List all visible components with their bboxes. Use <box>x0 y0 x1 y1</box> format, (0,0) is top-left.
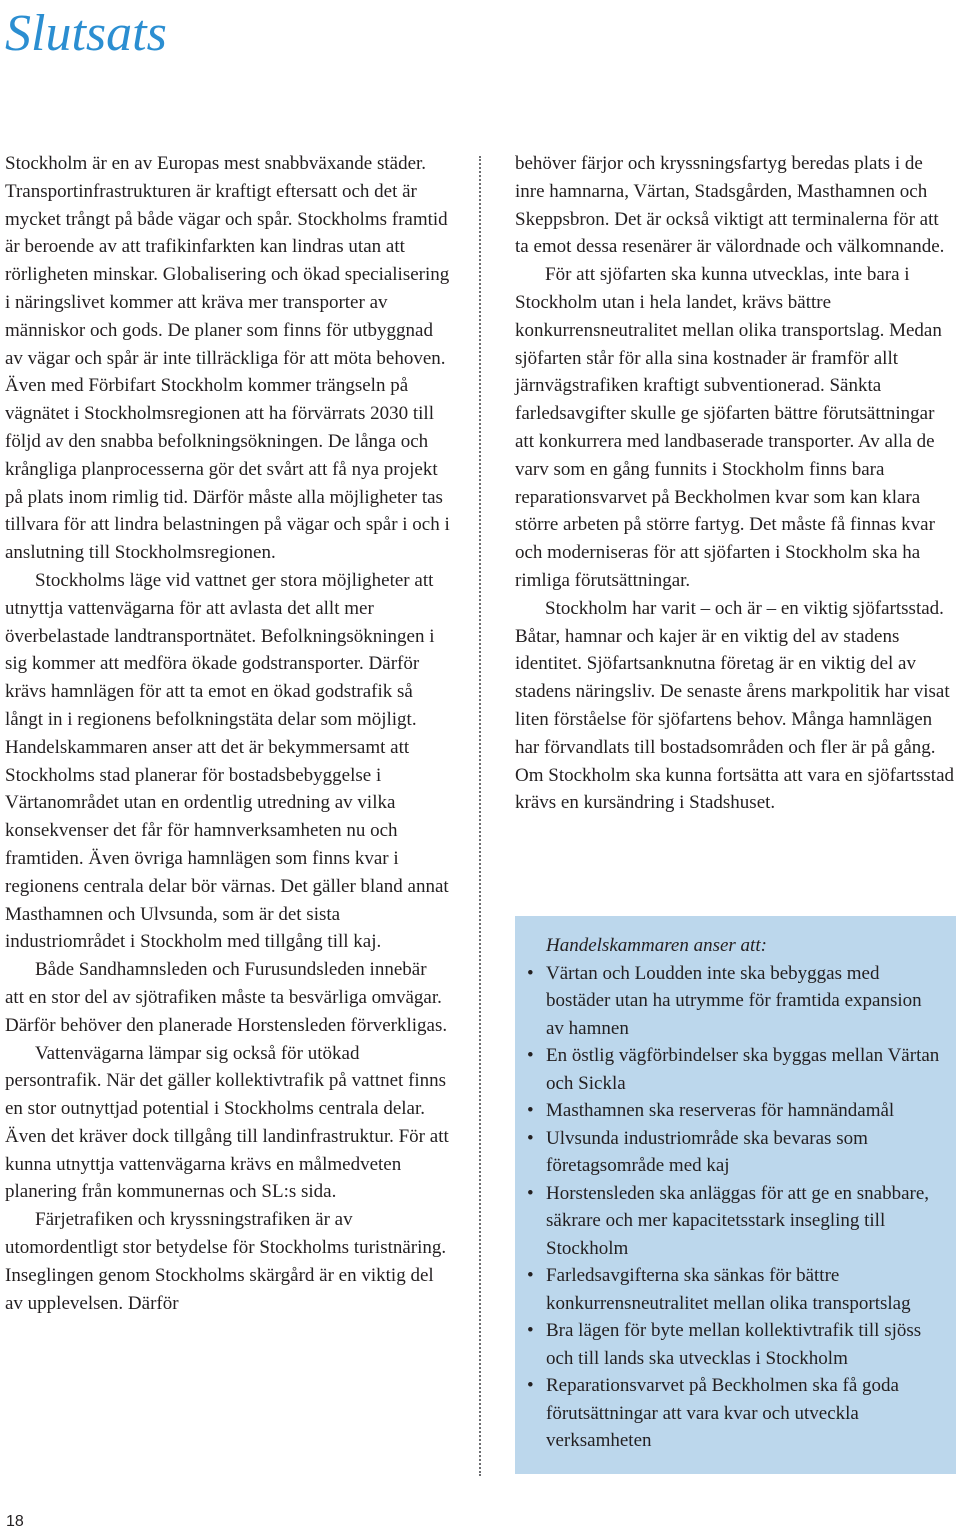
list-item-text: Ulvsunda industriområde ska bevaras som företagsområde med kaj <box>546 1127 868 1176</box>
bullet-icon: • <box>527 1265 534 1286</box>
list-item-text: Värtan och Loudden inte ska bebyggas med bostäder utan ha utrymme för framtida expansion av hamnen <box>546 962 922 1039</box>
column-divider <box>479 156 481 1476</box>
list-item <box>525 960 944 1043</box>
body-paragraph: Vattenvägarna lämpar sig också för utökad persontrafik. När det gäller kollektivtrafik på vattnet finns en stor outnyttjad potential i Stockholms centrala delar. Även det kräver dock tillgång till landinfrastruktur. För att kunna utnyttja vattenvägarna krävs en målmedveten planering från kommunernas och SL:s sida. <box>5 1042 449 1203</box>
bullet-icon: • <box>527 1045 534 1066</box>
bullet-icon: • <box>527 1320 534 1341</box>
list-item <box>525 1125 944 1180</box>
list-item <box>525 1097 944 1125</box>
list-item-text: Horstensleden ska anläggas för att ge en snabbare, säkrare och mer kapacitetsstark insegling till Stockholm <box>546 1182 930 1259</box>
list-item <box>525 1317 944 1372</box>
body-paragraph: behöver färjor och kryssningsfartyg beredas plats i de inre hamnarna, Värtan, Stadsgården, Masthamnen och Skeppsbron. Det är också viktigt att terminalerna för att ta emot dessa resenärer är välordnade och välkomnande. <box>515 153 945 258</box>
list-item-text: Masthamnen ska reserveras för hamnändamål <box>546 1100 895 1121</box>
recommendations-box <box>515 916 956 1474</box>
bullet-icon: • <box>527 962 534 984</box>
list-item <box>525 1372 944 1455</box>
bullet-icon: • <box>527 1375 534 1396</box>
page-title: Slutsats <box>5 5 167 62</box>
body-paragraph: För att sjöfarten ska kunna utvecklas, inte bara i Stockholm utan i hela landet, krävs bättre konkurrensneutralitet mellan olika transportslag. Medan sjöfarten står för alla sina kostnader är framför allt järnvägstrafiken kraftigt subventionerad. Sänkta farledsavgifter skulle ge sjöfarten bättre förutsättningar att konkurrera med landbaserade transporter. Av alla de varv som en gång funnits i Stockholm finns bara reparationsvarvet på Beckholmen kvar som kan klara större arbeten på större fartyg. Det måste få finnas kvar och moderniseras för att sjöfarten i Stockholm ska ha rimliga förutsättningar. <box>515 264 942 591</box>
recommendations-list <box>525 960 944 1455</box>
body-paragraph: Färjetrafiken och kryssningstrafiken är av utomordentligt stor betydelse för Stockholms turistnäring. Inseglingen genom Stockholms skärgård är en viktig del av upplevelsen. Därför <box>5 1209 447 1314</box>
body-paragraph: Stockholm är en av Europas mest snabbväxande städer. Transportinfrastrukturen är kraftigt eftersatt och det är mycket trångt på både vägar och spår. Stockholms framtid är beroende av att trafikinfarkten kan lindras utan att rörligheten minskar. Globalisering och ökad specialisering i näringslivet kommer att kräva mer transporter av människor och gods. De planer som finns för utbyggnad av vägar och spår är inte tillräckliga för att möta behoven. Även med Förbifart Stockholm kommer trängseln på vägnätet i Stockholmsregionen att ha förvärrats 2030 till följd av den snabba befolkningsökningen. De långa och krångliga planprocesserna gör det svårt att få nya projekt på plats inom rimlig tid. Därför måste alla möjligheter tas tillvara för att lindra belastningen på vägar och spår i och i anslutning till Stockholmsregionen. <box>5 153 450 564</box>
list-item <box>525 1262 944 1317</box>
list-item <box>525 1180 944 1263</box>
list-item <box>525 1042 944 1097</box>
body-paragraph: Stockholm har varit – och är – en viktig sjöfartsstad. Båtar, hamnar och kajer är en viktig del av stadens identitet. Sjöfartsanknutna företag är en viktig del av stadens näringsliv. De senaste årens markpolitik har visat liten förståelse för sjöfartens behov. Många hamnlägen har förvandlats till bostadsområden och fler är på gång. Om Stockholm ska kunna fortsätta att vara en sjöfartsstad krävs en kursändring i Stadshuset. <box>515 597 955 814</box>
left-column <box>5 150 450 1317</box>
body-paragraph: Både Sandhamnsleden och Furusundsleden innebär att en stor del av sjötrafiken måste ta besvärliga omvägar. Därför behöver den planerade Horstensleden förverkligas. <box>5 959 448 1036</box>
list-item-text: Bra lägen för byte mellan kollektivtrafik till sjöss och till lands ska utvecklas i Stockholm <box>546 1320 922 1369</box>
list-item-text: Farledsavgifterna ska sänkas för bättre konkurrensneutralitet mellan olika transportslag <box>546 1265 911 1314</box>
right-column <box>515 150 957 817</box>
bullet-icon: • <box>527 1182 534 1204</box>
page-number: 18 <box>6 1513 24 1530</box>
body-paragraph: Stockholms läge vid vattnet ger stora möjligheter att utnyttja vattenvägarna för att avlasta det allt mer överbelastade landtransportnätet. Befolkningsökningen i sig kommer att medföra ökade godstransporter. Därför krävs hamnlägen för att ta emot en ökad godstrafik så långt in i regionens befolkningstäta delar som möjligt. Handelskammaren anser att det är bekymmersamt att Stockholms stad planerar för bostadsbebyggelse i Värtanområdet utan en ordentlig utredning av vilka konsekvenser det får för hamnverksamheten nu och framtiden. Även övriga hamnlägen som finns kvar i regionens centrala delar bör värnas. Det gäller bland annat Masthamnen och Ulvsunda, som är det sista industriområdet i Stockholm med tillgång till kaj. <box>5 569 449 953</box>
bullet-icon: • <box>527 1100 534 1121</box>
list-item-text: En östlig vägförbindelser ska byggas mellan Värtan och Sickla <box>546 1045 940 1094</box>
bullet-icon: • <box>527 1127 534 1149</box>
box-heading: Handelskammaren anser att: <box>546 935 767 956</box>
list-item-text: Reparationsvarvet på Beckholmen ska få goda förutsättningar att vara kvar och utveckla verksamheten <box>546 1375 899 1451</box>
